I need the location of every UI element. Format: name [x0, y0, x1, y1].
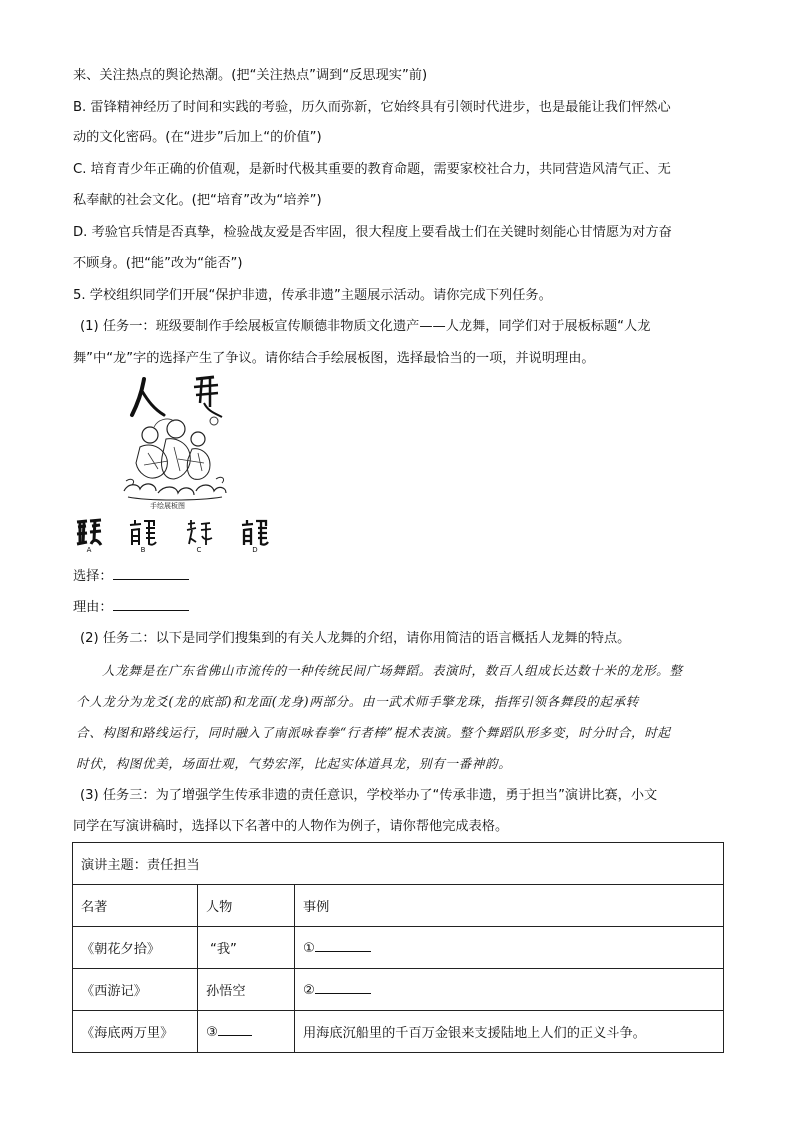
task3-prompt: 同学在写演讲稿时，选择以下名著中的人物作为例子，请你帮他完成表格。	[73, 819, 509, 834]
character-cell: “我”	[198, 927, 295, 969]
reason-answer-blank[interactable]	[113, 598, 189, 611]
glyph-option-b	[128, 518, 158, 548]
option-label-d: D	[252, 546, 258, 554]
reason-label: 理由：	[73, 600, 113, 615]
glyph-option-c	[184, 518, 214, 548]
passage-line: 合、构图和路线运行，同时融入了南派咏春拳“行者棒”棍术表演。整个舞蹈队形多变，时分时合，时起	[76, 725, 671, 740]
passage-line: 个人龙分为龙爻(龙的底部)和龙面(龙身)两部分。由一武术师手擎龙珠，指挥引领各舞段的起承转	[76, 694, 639, 709]
passage-line: 人龙舞是在广东省佛山市流传的一种传统民间广场舞蹈。表演时，数百人组成长达数十米的龙形。整	[102, 663, 683, 678]
select-answer-blank[interactable]	[113, 567, 189, 580]
header-book: 名著	[73, 885, 198, 927]
task1-prompt: 舞”中“龙”字的选择产生了争议。请你结合手绘展板图，选择最恰当的一项，并说明理由。	[73, 351, 595, 366]
glyph-option-a	[74, 518, 104, 548]
character-answer-blank[interactable]	[218, 1023, 252, 1036]
option-label-c: C	[196, 546, 202, 554]
option-b-line: B. 雷锋精神经历了时间和实践的考验，历久而弥新，它始终具有引领时代进步，也是最能让我们怦然心	[73, 100, 671, 115]
book-cell: 《西游记》	[73, 969, 198, 1011]
option-label-b: B	[140, 546, 146, 554]
character-cell: 孙悟空	[198, 969, 295, 1011]
book-cell: 《朝花夕拾》	[73, 927, 198, 969]
question-5-stem: 5. 学校组织同学们开展“保护非遗，传承非遗”主题展示活动。请你完成下列任务。	[73, 288, 552, 303]
table-row	[73, 927, 724, 969]
header-example: 事例	[295, 885, 724, 927]
book-cell: 《海底两万里》	[73, 1011, 198, 1053]
select-label: 选择：	[73, 569, 113, 584]
reason-answer-row	[73, 598, 733, 618]
example-number: ②	[303, 983, 315, 998]
task1-prompt: (1) 任务一：班级要制作手绘展板宣传顺德非物质文化遗产——人龙舞，同学们对于展板标题“人龙	[80, 319, 651, 334]
text-line: 不顾身。(把“能”改为“能否”)	[73, 256, 243, 271]
figure-caption: 手绘展板图	[150, 502, 185, 510]
option-label-a: A	[86, 546, 92, 554]
option-c-line: C. 培育青少年正确的价值观，是新时代极其重要的教育命题，需要家校社合力，共同营造风清气正、无	[73, 162, 671, 177]
select-answer-row	[73, 567, 733, 587]
text-line: 私奉献的社会文化。(把“培育”改为“培养”)	[73, 193, 322, 208]
table-row	[73, 1011, 724, 1053]
task3-prompt: (3) 任务三：为了增强学生传承非遗的责任意识，学校举办了“传承非遗，勇于担当”演讲比赛，小文	[80, 788, 658, 803]
text-line: 动的文化密码。(在“进步”后加上“的价值”)	[73, 130, 322, 145]
example-answer-blank[interactable]	[315, 981, 371, 994]
example-cell	[295, 969, 724, 1011]
passage-line: 时伏，构图优美，场面壮观，气势宏浑，比起实体道具龙，别有一番神韵。	[76, 756, 512, 771]
speech-material-table	[72, 842, 724, 1053]
dragon-dance-board-illustration	[118, 373, 230, 513]
text-line: 来、关注热点的舆论热潮。(把“关注热点”调到“反思现实”前)	[73, 68, 428, 83]
header-character: 人物	[198, 885, 295, 927]
character-cell	[198, 1011, 295, 1053]
glyph-option-d	[240, 518, 270, 548]
table-title: 演讲主题：责任担当	[73, 843, 724, 885]
example-cell: 用海底沉船里的千百万金银来支援陆地上人们的正义斗争。	[295, 1011, 724, 1053]
example-answer-blank[interactable]	[315, 939, 371, 952]
table-row	[73, 969, 724, 1011]
option-d-line: D. 考验官兵情是否真挚，检验战友爱是否牢固，很大程度上要看战士们在关键时刻能心甘情愿为对方奋	[73, 225, 672, 240]
character-number: ③	[206, 1025, 218, 1040]
example-number: ①	[303, 941, 315, 956]
example-cell	[295, 927, 724, 969]
task2-prompt: (2) 任务二：以下是同学们搜集到的有关人龙舞的介绍，请你用简洁的语言概括人龙舞的特点。	[80, 631, 631, 646]
